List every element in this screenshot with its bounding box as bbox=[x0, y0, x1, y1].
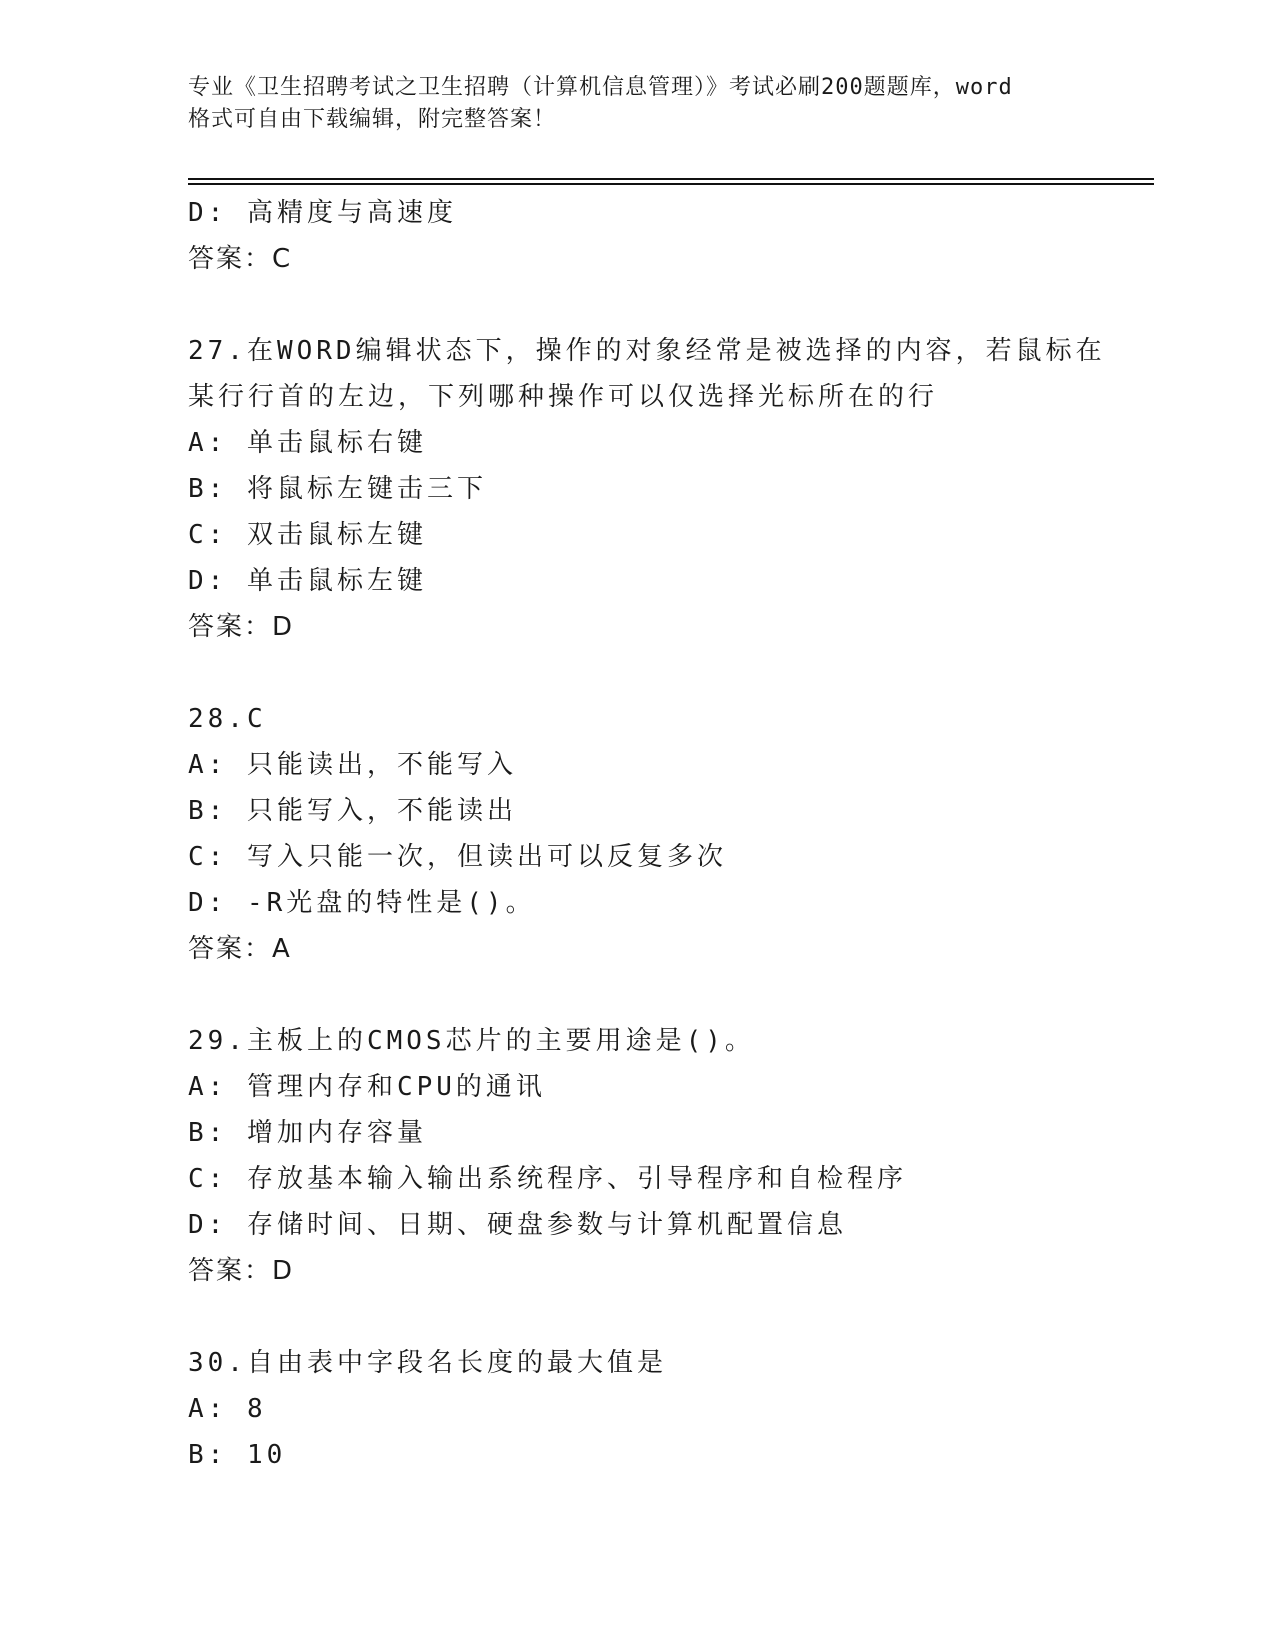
header-divider-bottom bbox=[188, 183, 1154, 185]
header-divider-top bbox=[188, 178, 1154, 180]
header-line-1: 专业《卫生招聘考试之卫生招聘（计算机信息管理）》考试必刷200题题库，word bbox=[188, 75, 1013, 100]
option-d: D: 存储时间、日期、硬盘参数与计算机配置信息 bbox=[188, 1210, 847, 1240]
question-26-tail bbox=[188, 190, 1088, 282]
question-stem-continued: 某行行首的左边，下列哪种操作可以仅选择光标所在的行 bbox=[188, 382, 939, 412]
header-line-2: 格式可自由下载编辑，附完整答案！ bbox=[188, 107, 557, 132]
question-stem: 29.主板上的CMOS芯片的主要用途是()。 bbox=[188, 1026, 755, 1056]
option-a: A: 单击鼠标右键 bbox=[188, 428, 427, 458]
answer-line: 答案：D bbox=[188, 1256, 295, 1286]
option-d: D: -R光盘的特性是()。 bbox=[188, 888, 536, 918]
option-b: B: 只能写入，不能读出 bbox=[188, 796, 517, 826]
option-b: B: 将鼠标左键击三下 bbox=[188, 474, 487, 504]
option-c: C: 双击鼠标左键 bbox=[188, 520, 427, 550]
answer-line: 答案：C bbox=[188, 244, 293, 274]
question-30 bbox=[188, 1340, 1088, 1478]
option-d: D: 高精度与高速度 bbox=[188, 198, 457, 228]
question-stem: 27.在WORD编辑状态下，操作的对象经常是被选择的内容，若鼠标在 bbox=[188, 336, 1106, 366]
option-b: B: 增加内存容量 bbox=[188, 1118, 427, 1148]
option-d: D: 单击鼠标左键 bbox=[188, 566, 427, 596]
question-29 bbox=[188, 1018, 1088, 1294]
option-a: A: 只能读出，不能写入 bbox=[188, 750, 517, 780]
question-27 bbox=[188, 328, 1106, 650]
answer-line: 答案：D bbox=[188, 612, 295, 642]
option-c: C: 存放基本输入输出系统程序、引导程序和自检程序 bbox=[188, 1164, 907, 1194]
option-b: B: 10 bbox=[188, 1440, 287, 1470]
option-c: C: 写入只能一次，但读出可以反复多次 bbox=[188, 842, 727, 872]
option-a: A: 8 bbox=[188, 1394, 267, 1424]
question-stem: 30.自由表中字段名长度的最大值是 bbox=[188, 1348, 667, 1378]
question-list bbox=[188, 190, 1106, 1478]
answer-line: 答案：A bbox=[188, 934, 292, 964]
question-spacer bbox=[188, 1294, 1088, 1340]
question-stem: 28.C bbox=[188, 704, 267, 734]
question-28 bbox=[188, 696, 1088, 972]
document-header bbox=[188, 72, 1088, 136]
question-spacer bbox=[188, 650, 1088, 696]
option-a: A: 管理内存和CPU的通讯 bbox=[188, 1072, 546, 1102]
question-spacer bbox=[188, 972, 1088, 1018]
question-spacer bbox=[188, 282, 1088, 328]
